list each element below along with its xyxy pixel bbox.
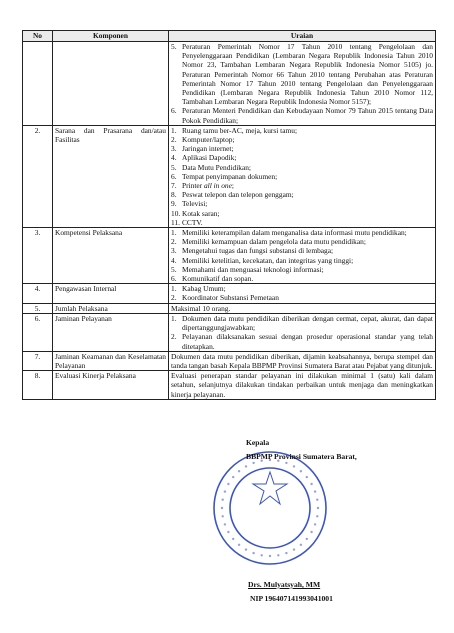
header-uraian: Uraian (169, 31, 436, 42)
table-row-sarana (23, 125, 436, 227)
stamp-dot (317, 507, 319, 509)
stamp-dot (306, 538, 308, 540)
signatory-nip: NIP 196407141993041001 (250, 594, 333, 603)
table-row-pengawasan (23, 284, 436, 303)
row-component: Evaluasi Kinerja Pelaksana (53, 371, 169, 400)
row-component: Sarana dan Prasarana dan/atau Fasilitas (53, 125, 169, 227)
list-item: 10. Kotak saran; (171, 208, 220, 218)
list-item: 4. Aplikasi Dapodik; (171, 153, 237, 163)
stamp-dot (269, 555, 271, 557)
stamp-dot (227, 531, 229, 533)
stamp-dot (316, 515, 318, 517)
document-table (22, 30, 436, 400)
list-item: 2. Pelayanan dilaksanakan sesuai dengan prosedur operasional standar yang telah ditetapkan. (171, 332, 433, 351)
stamp-dot (300, 470, 302, 472)
row-component: Kompetensi Pelaksana (53, 228, 169, 284)
facility-list (171, 126, 433, 227)
stamp-dot (222, 499, 224, 501)
stamp-dot (310, 483, 312, 485)
list-item: 2. Koordinator Substansi Pemetaan (171, 293, 279, 303)
row-number: 3. (23, 228, 53, 284)
list-item: 1. Kabag Umum; (171, 284, 226, 294)
stamp-dot (222, 515, 224, 517)
stamp-dot (224, 523, 226, 525)
list-item: 5. Data Mutu Pendidikan; (171, 162, 251, 172)
row-component: Jumlah Pelaksana (53, 303, 169, 313)
signature-office: BBPMP Provinsi Sumatera Barat, (246, 452, 357, 461)
stamp-dot (306, 476, 308, 478)
list-item: 1. Ruang tamu ber-AC, meja, kursi tamu; (171, 125, 297, 135)
table-row-evaluasi (23, 371, 436, 400)
stamp-dot (252, 552, 254, 554)
italic-text: all in one (203, 181, 232, 191)
stamp-dot (238, 470, 240, 472)
stamp-dot (293, 465, 295, 467)
list-item: 3. Jaringan internet; (171, 144, 234, 154)
stamp-dot (285, 462, 287, 464)
list-item: 7. Printer all in one; (171, 181, 234, 191)
list-item: 8. Peswat telepon dan telepon genggam; (171, 190, 294, 200)
stamp-dot (316, 499, 318, 501)
stamp-dot (232, 476, 234, 478)
stamp-dot (221, 507, 223, 509)
table-row-continuation (23, 42, 436, 126)
list-item: 2. Memiliki kemampuan dalam pengelola data mutu pendidikan; (171, 237, 366, 247)
list-item: 5. Memahami dan menguasai teknologi informasi; (171, 264, 324, 274)
list-item: 6. Tempat penyimpanan dokumen; (171, 171, 278, 181)
stamp-rings (214, 452, 326, 564)
table-header-row (23, 31, 436, 42)
stamp-dot (261, 554, 263, 556)
service-guarantee-list (171, 314, 433, 351)
stamp-dot (227, 483, 229, 485)
stamp-dot (314, 523, 316, 525)
row-number: 5. (23, 303, 53, 313)
row-description: Maksimal 10 orang. (169, 303, 436, 313)
list-item: 11. CCTV. (171, 217, 203, 227)
competency-list (171, 228, 433, 283)
stamp-dot (293, 548, 295, 550)
list-item: 1. Dokumen data mutu pendidikan diberikan dengan cermat, cepat, akurat, dan dapat dipertanggungjawabkan; (171, 313, 433, 333)
list-item: 5. Peraturan Pemerintah Nomor 17 Tahun 2010 tentang Pengelolaan dan Penyelenggaraan Pendidikan (Lembaran Negara Republik Indonesia Tahun 2010 Nomor 23, Tambahan Lembaran Negara Republik Indonesia Nomor 5105) jo. Peraturan Pemerintah Nomor 66 Tahun 2010 tentang Perubahan atas Peraturan Pemerintah Nomor 17 Tahun 2010 tentang Pengelolaan dan Penyelenggaraan Pendidikan (Lembaran Negara Republik Indonesia Tahun 2010 Nomor 112, Tambahan Lembaran Negara Republik Indonesia Nomor 5157); (171, 42, 433, 107)
list-item: 3. Mengetahui tugas dan fungsi substansi di lembaga; (171, 246, 334, 256)
header-komponen: Komponen (53, 31, 169, 42)
stamp-dot (245, 548, 247, 550)
stamp-dot (277, 554, 279, 556)
list-item: 6. Komunikatif dan sopan. (171, 274, 254, 284)
stamp-star-icon (253, 472, 287, 504)
stamp-dot (285, 552, 287, 554)
table-row-jaminan-pelayanan (23, 313, 436, 351)
table-row-jumlah (23, 303, 436, 313)
list-item: 6. Peraturan Menteri Pendidikan dan Kebudayaan Nomor 79 Tahun 2015 tentang Data Pokok Pendidikan; (171, 106, 433, 125)
signatory-name: Drs. Mulyatsyah, MM (248, 580, 321, 589)
table-row-jaminan-keamanan (23, 351, 436, 370)
stamp-dot (232, 538, 234, 540)
list-item: 1. Memiliki keterampilan dalam menganalisa data informasi mutu pendidikan; (171, 228, 407, 238)
row-number: 8. (23, 371, 53, 400)
signature-title: Kepala (246, 438, 270, 447)
stamp-dot (252, 462, 254, 464)
table-row-kompetensi (23, 228, 436, 284)
row-component: Pengawasan Internal (53, 284, 169, 303)
row-number: 6. (23, 313, 53, 351)
official-stamp (210, 448, 330, 568)
stamp-dot (314, 490, 316, 492)
signature-block (210, 438, 440, 628)
row-number: 4. (23, 284, 53, 303)
stamp-dot (245, 465, 247, 467)
stamp-dot (238, 544, 240, 546)
stamp-dot (310, 531, 312, 533)
row-component: Jaminan Keamanan dan Keselamatan Pelayanan (53, 351, 169, 370)
row-number: 2. (23, 125, 53, 227)
supervision-list (171, 284, 433, 302)
stamp-dot (224, 490, 226, 492)
row-description: Evaluasi penerapan standar pelayanan ini dilakukan minimal 1 (satu) kali dalam setahun, selanjutnya dilakukan tindakan perbaikan untuk menjaga dan meningkatkan kinerja pelayanan. (169, 371, 436, 400)
list-item: 4. Memiliki ketelitian, kecekatan, dan integritas yang tinggi; (171, 255, 354, 265)
list-item: 9. Televisi; (171, 199, 208, 209)
row-description: Dokumen data mutu pendidikan diberikan, dijamin keabsahannya, berupa stempel dan tanda tangan basah Kepala BBPMP Provinsi Sumatera Barat atau Pejabat yang ditunjuk. (169, 351, 436, 370)
legal-basis-list (171, 42, 433, 125)
header-no: No (23, 31, 53, 42)
row-number: 7. (23, 351, 53, 370)
row-component: Jaminan Pelayanan (53, 313, 169, 351)
stamp-dot (300, 544, 302, 546)
list-item: 2. Komputer/laptop; (171, 135, 235, 145)
